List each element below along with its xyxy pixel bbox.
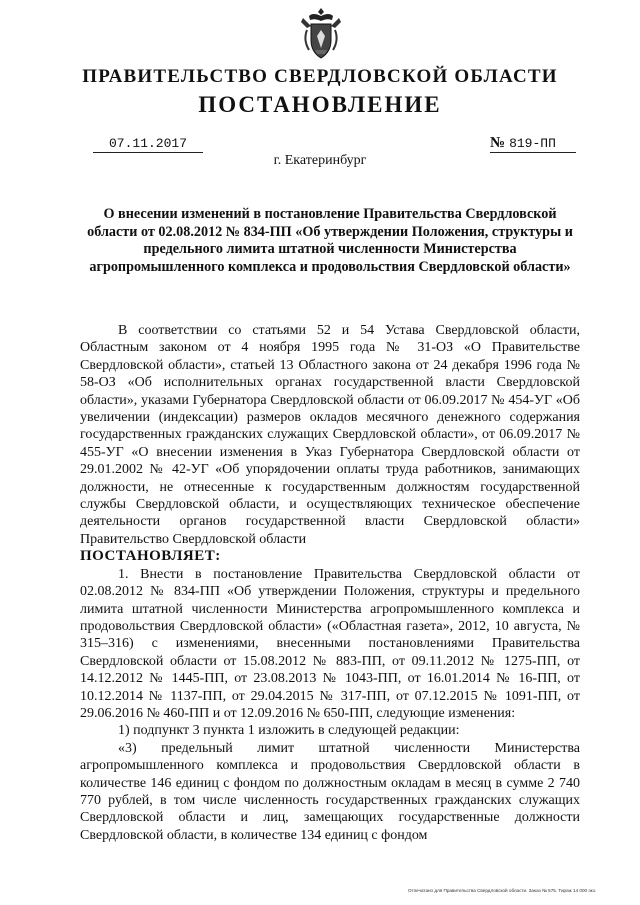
document-type: ПОСТАНОВЛЕНИЕ: [198, 92, 442, 117]
document-number: [490, 135, 576, 153]
document-title: О внесении изменений в постановление Правительства Свердловской области от 02.08.2012 № 834-ПП «Об утверждении Положения, структуры и предельного лимита штатной численности Министерства агропромышленного комплекса и продовольствия Свердловской области»: [87, 206, 573, 275]
coat-of-arms-icon: [299, 6, 343, 62]
document-body: [80, 322, 580, 844]
print-footer: Отпечатано для Правительства Свердловской области. Заказ № 575. Тираж 14 000 экз.: [408, 888, 597, 893]
item-1-paragraph: 1. Внести в постановление Правительства Свердловской области от 02.08.2012 № 834-ПП «Об утверждении Положения, структуры и предельного лимита штатной численности Министерства агропромышленного комплекса и продовольствия Свердловской области» («Областная газета», 2012, 10 августа, № 315–316) с изменениями, внесенными постановлениями Правительства Свердловской области от 15.08.2012 № 883-ПП, от 09.11.2012 № 1275-ПП, от 14.12.2012 № 1445-ПП, от 23.08.2013 № 1043-ПП, от 16.01.2014 № 16-ПП, от 10.12.2014 № 1137-ПП, от 29.04.2015 № 317-ПП, от 07.12.2015 № 1091-ПП, от 29.06.2016 № 460-ПП и от 12.09.2016 № 650-ПП, следующие изменения:: [80, 566, 580, 721]
item-1-1-paragraph: 1) подпункт 3 пункта 1 изложить в следующей редакции:: [118, 723, 460, 739]
document-date: 07.11.2017: [93, 135, 203, 153]
quoted-paragraph: «3) предельный лимит штатной численности Министерства агропромышленного комплекса и продовольствия Свердловской области в количестве 146 единиц с фондом по должностным окладам в месяц в сумме 2 740 770 рублей, в том числе численность государственных гражданских служащих Свердловской области и лиц, замещающих государственные должности Свердловской области, в количестве 134 единиц с фондом: [80, 740, 580, 843]
resolves-heading: ПОСТАНОВЛЯЕТ:: [80, 548, 221, 565]
number-value: 819-ПП: [509, 136, 556, 151]
government-name: ПРАВИТЕЛЬСТВО СВЕРДЛОВСКОЙ ОБЛАСТИ: [82, 66, 558, 87]
preamble-paragraph: В соответствии со статьями 52 и 54 Устава Свердловской области, Областным законом от 4 ноября 1995 года № 31-ОЗ «О Правительстве Свердловской области», статьей 13 Областного закона от 24 декабря 1996 года № 58-ОЗ «Об исполнительных органах государственной власти Свердловской области», указами Губернатора Свердловской области от 06.09.2017 № 454-УГ «Об увеличении (индексации) размеров окладов месячного денежного содержания государственных гражданских служащих Свердловской области», от 06.09.2017 № 455-УГ «О внесении изменения в Указ Губернатора Свердловской области от 29.01.2002 № 42-УГ «Об упорядочении оплаты труда работников, занимающих должности, не отнесенные к государственным должностям государственной службы Свердловской области, и осуществляющих техническое обеспечение деятельности органов государственной власти Свердловской области» Правительство Свердловской области: [80, 323, 580, 547]
number-symbol: №: [490, 135, 506, 151]
city: г. Екатеринбург: [273, 153, 367, 168]
